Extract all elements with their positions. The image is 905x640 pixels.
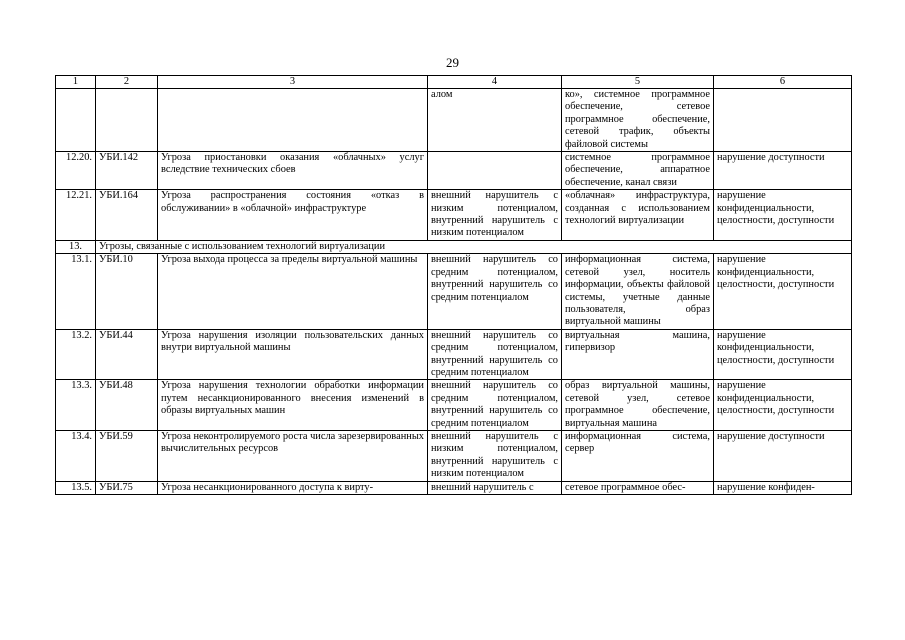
threat-name: Угроза нарушения изоляции пользовательских данных внутри виртуальной машины [158,329,428,380]
row-number: 12.21. [56,190,96,241]
impact-object: системное программное обеспечение, аппаратное обеспечение, канал связи [562,152,714,190]
threat-code: УБИ.59 [96,430,158,481]
threat-source: алом [428,89,562,152]
consequence: нарушение конфиденциальности, целостности, доступности [714,190,852,241]
table-body [56,76,852,495]
table-row [56,89,852,152]
section-number: 13. [56,240,96,253]
threat-name: Угроза нарушения технологии обработки информации путем несанкционированного внесения изменений в образы виртуальных машин [158,380,428,431]
column-header: 2 [96,76,158,89]
row-number: 13.4. [56,430,96,481]
threat-name: Угроза неконтролируемого роста числа зарезервированных вычислительных ресурсов [158,430,428,481]
row-number [56,89,96,152]
column-header: 5 [562,76,714,89]
threat-source: внешний нарушитель со средним потенциалом, внутренний нарушитель со средним потенциалом [428,380,562,431]
table-row [56,254,852,329]
row-number: 13.2. [56,329,96,380]
page-number: 29 [446,55,459,70]
table-row [56,152,852,190]
threat-source: внешний нарушитель с [428,481,562,494]
table-row [56,430,852,481]
column-header: 6 [714,76,852,89]
impact-object: информационная система, сервер [562,430,714,481]
threats-table [55,75,852,495]
table-row [56,329,852,380]
row-number: 12.20. [56,152,96,190]
consequence: нарушение доступности [714,152,852,190]
consequence: нарушение конфиденциальности, целостности, доступности [714,380,852,431]
threat-name: Угроза распространения состояния «отказ в обслуживании» в «облачной» инфраструктуре [158,190,428,241]
section-title: Угрозы, связанные с использованием технологий виртуализации [96,240,852,253]
threat-code: УБИ.44 [96,329,158,380]
consequence: нарушение доступности [714,430,852,481]
threat-source: внешний нарушитель с низким потенциалом, внутренний нарушитель с низким потенциалом [428,190,562,241]
threat-code [96,89,158,152]
threat-source: внешний нарушитель со средним потенциалом, внутренний нарушитель со средним потенциалом [428,329,562,380]
table-row [56,190,852,241]
threat-source: внешний нарушитель со средним потенциалом, внутренний нарушитель со средним потенциалом [428,254,562,329]
impact-object: информационная система, сетевой узел, носитель информации, объекты файловой системы, учетные данные пользователя, образ виртуальной машины [562,254,714,329]
table-row [56,380,852,431]
threat-name: Угроза несанкционированного доступа к вирту- [158,481,428,494]
threat-code: УБИ.75 [96,481,158,494]
column-header: 1 [56,76,96,89]
threat-name [158,89,428,152]
impact-object: ко», системное программное обеспечение, сетевое программное обеспечение, сетевой трафик, объекты файловой системы [562,89,714,152]
consequence: нарушение конфиден- [714,481,852,494]
column-number-row [56,76,852,89]
impact-object: образ виртуальной машины, сетевой узел, сетевое программное обеспечение, виртуальная машина [562,380,714,431]
threat-name: Угроза выхода процесса за пределы виртуальной машины [158,254,428,329]
threat-source: внешний нарушитель с низким потенциалом, внутренний нарушитель с низким потенциалом [428,430,562,481]
threat-code: УБИ.10 [96,254,158,329]
column-header: 3 [158,76,428,89]
impact-object: сетевое программное обес- [562,481,714,494]
impact-object: «облачная» инфраструктура, созданная с использованием технологий виртуализации [562,190,714,241]
table-row [56,481,852,494]
row-number: 13.5. [56,481,96,494]
consequence [714,89,852,152]
column-header: 4 [428,76,562,89]
row-number: 13.1. [56,254,96,329]
threat-source [428,152,562,190]
consequence: нарушение конфиденциальности, целостности, доступности [714,254,852,329]
threat-code: УБИ.48 [96,380,158,431]
threat-code: УБИ.142 [96,152,158,190]
section-row [56,240,852,253]
row-number: 13.3. [56,380,96,431]
consequence: нарушение конфиденциальности, целостности, доступности [714,329,852,380]
impact-object: виртуальная машина, гипервизор [562,329,714,380]
threat-code: УБИ.164 [96,190,158,241]
threat-name: Угроза приостановки оказания «облачных» услуг вследствие технических сбоев [158,152,428,190]
